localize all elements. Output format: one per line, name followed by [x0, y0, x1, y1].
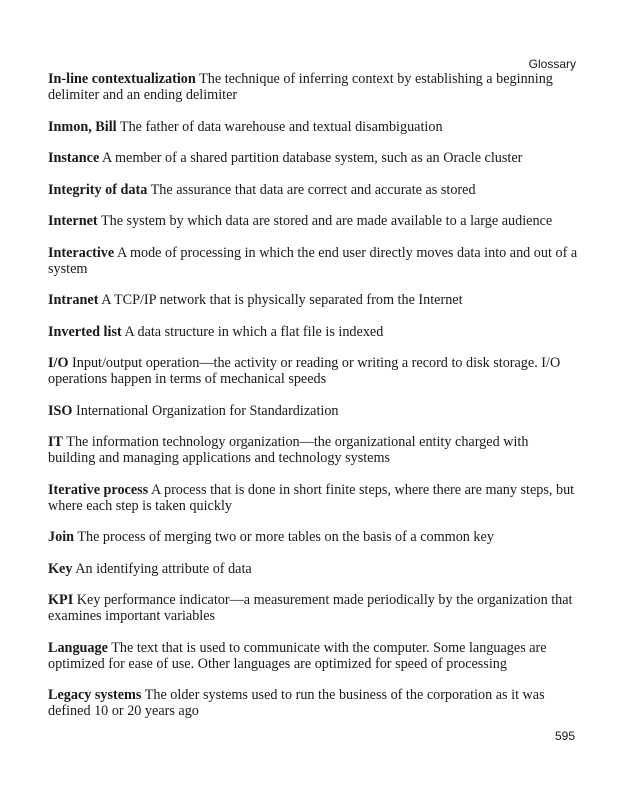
- glossary-entry: [48, 561, 578, 577]
- glossary-list: [48, 71, 578, 719]
- glossary-entry: [48, 592, 578, 624]
- glossary-term: Join: [48, 529, 75, 545]
- glossary-definition: A member of a shared partition database system, such as an Oracle cluster: [102, 150, 523, 166]
- glossary-entry: [48, 355, 578, 387]
- glossary-term: IT: [48, 434, 63, 450]
- glossary-entry: [48, 292, 578, 308]
- glossary-term: Internet: [48, 213, 98, 229]
- glossary-term: Intranet: [48, 292, 99, 308]
- glossary-definition: An identifying attribute of data: [75, 560, 252, 577]
- glossary-definition: The information technology organization—the organizational entity charged with building and managing applications and technology systems: [48, 434, 529, 466]
- glossary-definition: The process of merging two or more tables on the basis of a common key: [77, 529, 494, 545]
- glossary-term: Language: [48, 639, 108, 656]
- glossary-entry: [48, 324, 578, 340]
- glossary-term: Key: [48, 560, 73, 577]
- glossary-term: In-line contextualization: [48, 71, 196, 87]
- glossary-entry: [48, 640, 578, 672]
- glossary-definition: The father of data warehouse and textual disambiguation: [119, 118, 443, 135]
- glossary-definition: The text that is used to communicate with the computer. Some languages are optimized for ease of use. Other languages are optimized for speed of processing: [48, 639, 547, 672]
- glossary-term: Inmon, Bill: [48, 118, 117, 135]
- running-head: Glossary: [528, 57, 576, 71]
- glossary-definition: International Organization for Standardization: [76, 402, 339, 419]
- glossary-definition: The older systems used to run the business of the corporation as it was defined 10 or 20 years ago: [48, 687, 545, 719]
- glossary-definition: Input/output operation—the activity or reading or writing a record to disk storage. I/O operations happen in terms of mechanical speeds: [48, 355, 561, 387]
- glossary-entry: [48, 182, 578, 198]
- glossary-definition: Key performance indicator—a measurement made periodically by the organization that examines important variables: [48, 592, 573, 624]
- glossary-term: Integrity of data: [48, 181, 148, 198]
- glossary-definition: A mode of processing in which the end user directly moves data into and out of a system: [48, 244, 578, 277]
- glossary-term: Instance: [48, 150, 100, 166]
- glossary-term: Legacy systems: [48, 687, 142, 703]
- glossary-term: ISO: [48, 402, 73, 419]
- page-number: 595: [554, 729, 575, 743]
- glossary-term: Inverted list: [48, 323, 122, 340]
- glossary-definition: A TCP/IP network that is physically separated from the Internet: [101, 292, 463, 308]
- glossary-entry: [48, 687, 578, 719]
- glossary-term: Iterative process: [48, 481, 149, 498]
- glossary-entry: [48, 434, 578, 466]
- glossary-term: Interactive: [48, 244, 115, 261]
- glossary-definition: The system by which data are stored and are made available to a large audience: [100, 213, 553, 229]
- glossary-entry: [48, 529, 578, 545]
- glossary-entry: [48, 245, 578, 277]
- glossary-entry: [48, 71, 578, 103]
- glossary-definition: The technique of inferring context by establishing a beginning delimiter and an ending delimiter: [48, 71, 553, 103]
- glossary-definition: A process that is done in short finite steps, where there are many steps, but where each step is taken quickly: [48, 481, 575, 514]
- glossary-entry: [48, 119, 578, 135]
- glossary-entry: [48, 482, 578, 514]
- glossary-definition: The assurance that data are correct and accurate as stored: [150, 181, 476, 198]
- glossary-definition: A data structure in which a flat file is indexed: [124, 323, 384, 340]
- glossary-term: KPI: [48, 592, 74, 608]
- glossary-entry: [48, 213, 578, 229]
- glossary-term: I/O: [48, 355, 69, 371]
- glossary-entry: [48, 150, 578, 166]
- glossary-entry: [48, 403, 578, 419]
